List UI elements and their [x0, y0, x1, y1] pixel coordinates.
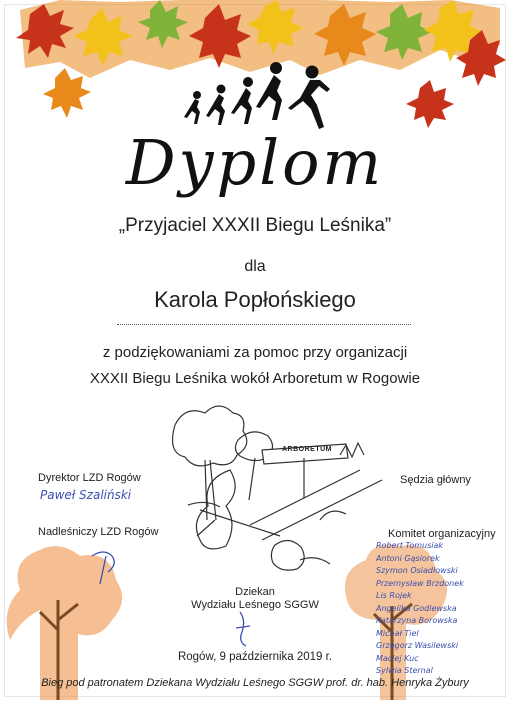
committee-signature: Maciej Kuc	[376, 653, 419, 663]
dean-title-line-1: Dziekan	[235, 586, 275, 598]
thanks-line-1: z podziękowaniami za pomoc przy organizacji	[102, 344, 408, 361]
committee-signature: Antoni Gąsiorek	[376, 553, 440, 563]
dean-title-line-2: Wydziału Leśnego SGGW	[191, 599, 319, 611]
diploma-title: Dyplom	[125, 126, 385, 199]
forester-title: Nadleśniczy LZD Rogów	[38, 526, 159, 538]
committee-signature: Michał Tiel	[376, 628, 419, 638]
arboretum-sign-text: ARBORETUM	[282, 446, 332, 453]
committee-signature: Katarzyna Borowska	[376, 616, 458, 625]
for-label: dla	[244, 258, 266, 275]
autumn-leaves-border	[16, 0, 506, 128]
thanks-line-2: XXXII Biegu Leśnika wokół Arboretum w Rogowie	[89, 370, 421, 387]
recipient-name: Karola Popłońskiego	[154, 287, 356, 312]
recipient-underline	[117, 324, 411, 325]
committee-title: Komitet organizacyjny	[388, 528, 496, 540]
committee-signature: Robert Tomusiak	[376, 541, 444, 550]
director-signature: Paweł Szaliński	[40, 488, 132, 502]
diploma-subtitle: „Przyjaciel XXXII Biegu Leśnika”	[118, 215, 392, 236]
committee-signature: Przemysław Brzdonek	[376, 578, 464, 588]
forest-run-sketch	[173, 406, 382, 570]
committee-signature: Angelika Godlewska	[376, 603, 457, 613]
patronage-footer: Bieg pod patronatem Dziekana Wydziału Leśnego SGGW prof. dr. hab. Henryka Żybury	[41, 677, 469, 689]
director-title: Dyrektor LZD Rogów	[38, 472, 141, 484]
committee-signature: Sylwia Sternal	[376, 666, 433, 675]
runners-silhouette	[184, 62, 330, 129]
committee-signature: Grzegorz Wasilewski	[376, 641, 459, 650]
place-date: Rogów, 9 października 2019 r.	[177, 651, 333, 663]
chief-judge-title: Sędzia główny	[400, 474, 471, 486]
committee-signature: Szymon Osiadłowski	[376, 566, 458, 575]
committee-signature: Lis Rojek	[376, 591, 412, 600]
